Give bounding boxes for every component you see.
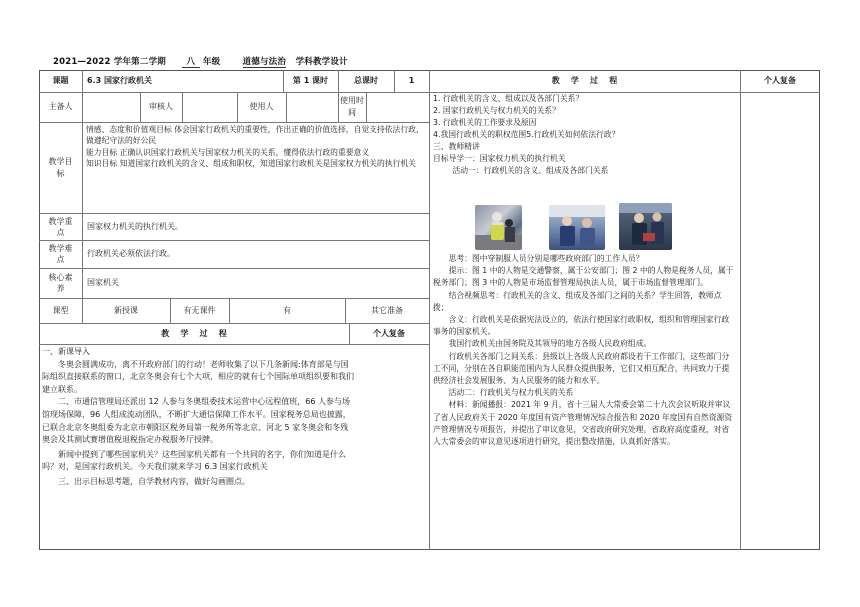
personal-review-heading: 个人复备 — [764, 76, 796, 85]
core-literacy-text: 国家机关 — [87, 278, 119, 287]
tax-officer-photo — [549, 205, 605, 250]
goal-emotion: 情感、态度和价值观目标 体会国家行政机关的重要性，作出正确的价值选择，自觉支持依法行政，做遵纪守法的好公民 — [86, 125, 424, 146]
question-4-5: 4.我国行政机关的职权范围5.行政机关如何依法行政？ — [433, 130, 620, 139]
teacher-explain-heading: 三、教师精讲 — [433, 142, 480, 151]
other-preparation-label: 其它准备 — [371, 305, 403, 315]
grade-label: 年级 — [202, 57, 221, 67]
difficulty-label: 教学难点 — [48, 244, 73, 264]
document-header — [53, 55, 348, 68]
intro-heading: 一、新课导入 — [42, 347, 90, 356]
lesson-type-value: 新授课 — [114, 305, 138, 315]
reviewer-label: 审核人 — [149, 102, 173, 111]
think-question: 思考：图中穿制服人员分别是哪些政府部门的工作人员？ — [448, 254, 644, 263]
teaching-goals-label: 教学目标 — [48, 156, 73, 178]
teaching-process-heading-left: 教 学 过 程 — [161, 328, 227, 338]
activity-1-heading: 活动一：行政机关的含义、组成及各部门关系 — [452, 166, 609, 175]
usage-time-label: 使用时间 — [340, 96, 364, 117]
subject-label: 学科教学设计 — [295, 57, 348, 67]
subject-value: 道德与法治 — [242, 57, 287, 67]
total-lessons-label: 总课时 — [354, 76, 378, 85]
topic-value: 6.3 国家行政机关 — [87, 76, 152, 85]
personal-review-heading-left: 个人复备 — [373, 328, 405, 338]
goal-ability: 能力目标 正确认识国家行政机关与国家权力机关的关系，懂得依法行政的重要意义 — [86, 147, 370, 157]
user-label: 使用人 — [249, 102, 274, 111]
question-1: 1. 行政机关的含义、组成以及各部门关系？ — [433, 94, 584, 103]
intro-telecom-paragraph: 二、市通信管理局还派出 12 人参与冬奥组委技术运营中心远程值班，66 人参与场馆现场保障，96 人组成流动团队，不断扩大通信保障工作水平。国家税务总局也披露，已联合北京冬奥组委为北京市朝阳区税务局第一税务所等北京、河北 5 家冬奥会和冬残奥会及其测试赛增值税退税指定办税服务厅授牌。 — [42, 397, 351, 445]
teaching-process-content — [433, 93, 737, 177]
traffic-police-photo — [475, 205, 522, 250]
teaching-process-heading: 教 学 过 程 — [551, 76, 618, 85]
question-2: 2. 国家行政机关与权力机关的关系？ — [433, 106, 560, 115]
courseware-label: 有无课件 — [183, 305, 216, 315]
intro-question-paragraph: 新闻中提到了哪些国家机关？这些国家机关都有一个共同的名字，你们知道是什么吗？对，是国家行政机关。今天我们就来学习 6.3 国家行政机关 — [42, 449, 346, 472]
key-point-text: 国家权力机关的执行机关。 — [87, 222, 183, 231]
composition-paragraph: 我国行政机关由国务院及其领导的地方各级人民政府组成。 — [448, 339, 652, 349]
teaching-goals — [86, 124, 426, 212]
department-relation-paragraph: 行政机关各部门之间关系：县级以上各级人民政府都设若干工作部门，这些部门分工不同，分别在各自职能范围内为人民群众提供服务，它们又相互配合，共同致力于提供经济社会发展服务、为人民服务的能力和水平。 — [433, 351, 730, 386]
market-supervision-photo — [619, 203, 672, 250]
target-guide-1: 目标导学一：国家权力机关的执行机关 — [433, 154, 566, 163]
teaching-process-discussion — [433, 253, 737, 448]
key-point-label: 教学重点 — [48, 216, 73, 237]
news-material-paragraph: 材料：新闻播报：2021 年 9 月，省十三届人大常委会第二十九次会议听取并审议了省人民政府关于 2020 年度国有资产管理情况综合报告和 2020 年度国有自然资源资产管理情况专项报告，并提出了审议意见，交省政府研究处理。省政府高度重视，对省人大常委会的审议意见逐项进行研究，提出整改措施，认真抓好落实。 — [433, 400, 733, 447]
intro-news-paragraph: 冬奥会圆满成功，离不开政府部门的行动！老师收集了以下几条新闻:体育部是与国际组织直接联系的窗口，北京冬奥会有七个大项，相应的就有七个国际单项组织要和我们建立联系。 — [42, 359, 354, 394]
core-literacy-label: 核心素养 — [48, 273, 73, 293]
intro-objectives-paragraph: 三、出示目标思考题，自学教材内容，做好勾画圈点。 — [58, 476, 250, 486]
lesson-type-label: 课型 — [52, 305, 69, 315]
total-lessons-value: 1 — [408, 76, 415, 85]
definition-paragraph: 含义：行政机关是依据宪法设立的，依法行使国家行政职权，组织和管理国家行政事务的国家机关。 — [433, 315, 730, 337]
activity-2-heading: 活动二：行政机关与权力机关的关系 — [448, 388, 574, 398]
difficulty-text: 行政机关必须依法行政。 — [87, 249, 175, 258]
goal-knowledge: 知识目标 知道国家行政机关的含义、组成和职权，知道国家行政机关是国家权力机关的执行机关 — [86, 159, 416, 169]
grade-value: 八 — [182, 55, 200, 68]
school-year: 2021—2022 学年第二学期 — [53, 57, 166, 67]
hint-paragraph: 提示：图 1 中的人物是交通警察，属于公安部门；图 2 中的人物是税务人员，属于税务部门；图 3 中的人物是市场监督管理局执法人员，属于市场监督管理部门。 — [433, 266, 734, 288]
video-think-paragraph: 结合视频思考：行政机关的含义、组成及各部门之间的关系？学生回答，教师点拨； — [433, 290, 722, 312]
question-3: 3. 行政机关的工作要求及原因 — [433, 118, 537, 127]
lesson-number: 第 1 课时 — [292, 76, 329, 85]
courseware-value: 有 — [283, 305, 291, 315]
topic-label: 课题 — [52, 76, 69, 85]
preparer-label: 主备人 — [48, 102, 73, 111]
lesson-intro-section — [42, 346, 356, 489]
